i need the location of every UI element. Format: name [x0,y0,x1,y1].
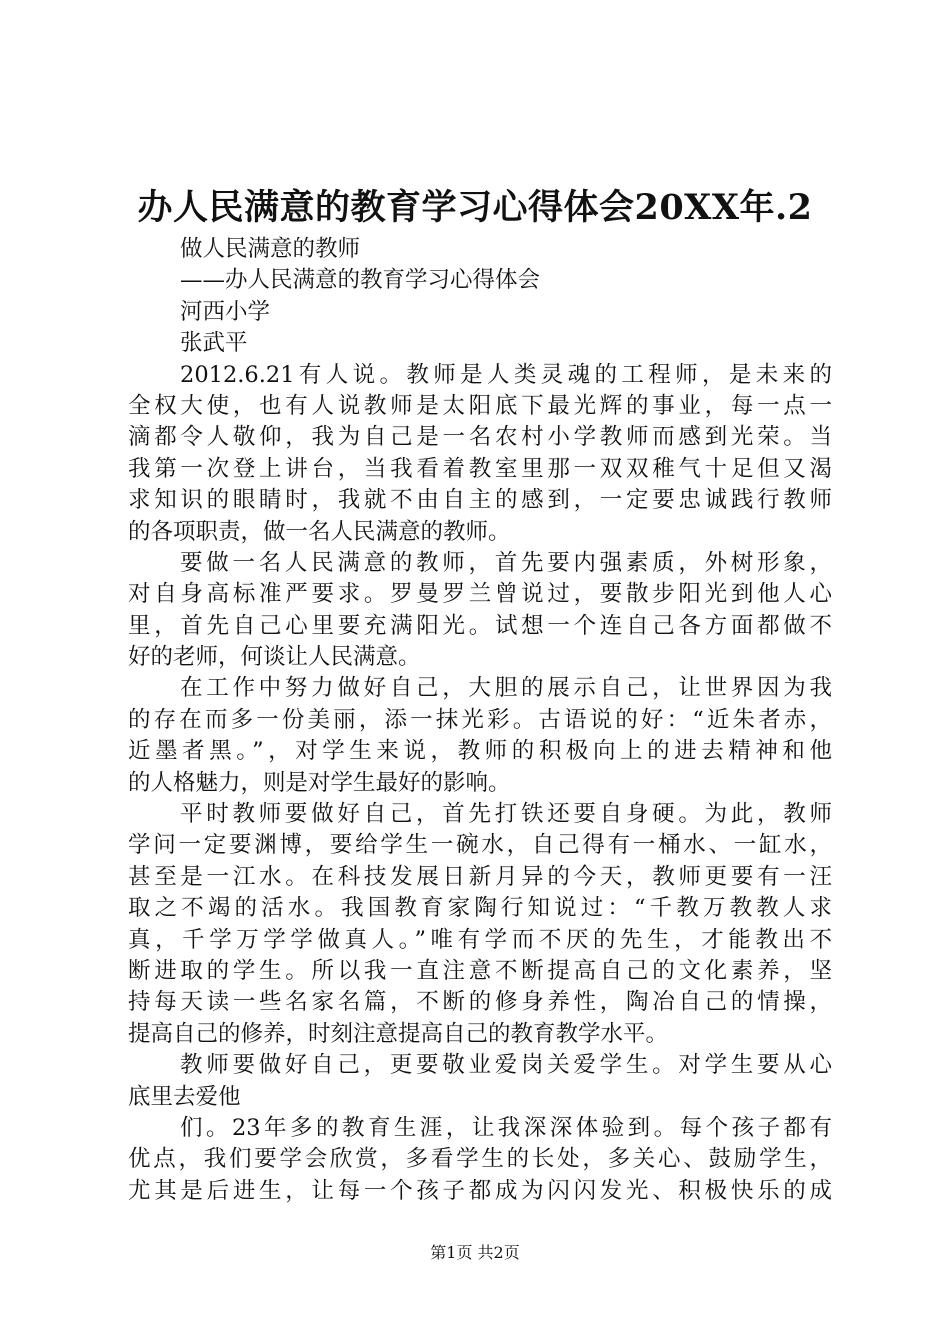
text-line: 对自身高标准严要求。罗曼罗兰曾说过，要散步阳光到他人心 [128,581,832,608]
school-line: 河西小学 [180,298,271,325]
subtitle-line: 做人民满意的教师 [180,236,361,262]
text-line: 底里去爱他 [128,1083,241,1110]
text-line: 提高自己的修养，时刻注意提高自己的教育教学水平。 [128,1020,669,1047]
text-line: 里，首先自己心里要充满阳光。试想一个连自己各方面都做不 [128,612,832,639]
page-footer: 第1页 共2页 [430,1243,520,1262]
text-line: 滴都令人敬仰，我为自己是一名农村小学教师而感到光荣。当 [128,424,832,451]
subtitle-line: ——办人民满意的教育学习心得体会 [180,267,541,294]
text-line: 2012.6.21有人说。教师是人类灵魂的工程师，是未来的 [180,361,832,388]
text-line: 们。23年多的教育生涯，让我深深体验到。每个孩子都有 [180,1114,832,1141]
text-line: 的各项职责，做一名人民满意的教师。 [128,518,511,545]
text-line: 断进取的学生。所以我一直注意不断提高自己的文化素养，坚 [128,957,832,984]
text-line: 全权大使，也有人说教师是太阳底下最光辉的事业，每一点一 [128,392,832,419]
text-line: 求知识的眼睛时，我就不由自主的感到，一定要忠诚践行教师 [128,487,832,514]
text-line: 优点，我们要学会欣赏，多看学生的长处，多关心、鼓励学生， [128,1146,832,1173]
document-title: 办人民满意的教育学习心得体会20XX年.2 [137,187,813,228]
text-line: 学问一定要渊博，要给学生一碗水，自己得有一桶水、一缸水， [128,832,832,859]
text-line: 平时教师要做好自己，首先打铁还要自身硬。为此，教师 [180,801,832,828]
author-line: 张武平 [180,330,248,357]
text-line: 近墨者黑。”，对学生来说，教师的积极向上的进去精神和他 [128,738,832,765]
text-line: 尤其是后进生，让每一个孩子都成为闪闪发光、积极快乐的成 [128,1177,832,1204]
document-body [128,234,832,1207]
text-line: 真，千学万学学做真人。”唯有学而不厌的先生，才能教出不 [128,926,832,953]
text-line: 在工作中努力做好自己，大胆的展示自己，让世界因为我 [180,675,832,702]
text-line: 好的老师，何谈让人民满意。 [128,644,421,671]
text-line: 教师要做好自己，更要敬业爱岗关爱学生。对学生要从心 [180,1052,832,1079]
text-line: 取之不竭的活水。我国教育家陶行知说过：“千教万教教人求 [128,895,832,922]
text-line: 持每天读一些名家名篇，不断的修身养性，陶冶自己的情操， [128,989,832,1016]
text-line: 的人格魅力，则是对学生最好的影响。 [128,769,511,796]
text-line: 的存在而多一份美丽，添一抹光彩。古语说的好：“近朱者赤， [128,706,832,733]
text-line: 甚至是一江水。在科技发展日新月异的今天，教师更要有一汪 [128,863,832,890]
text-line: 我第一次登上讲台，当我看着教室里那一双双稚气十足但又渴 [128,455,832,482]
text-line: 要做一名人民满意的教师，首先要内强素质，外树形象， [180,549,832,576]
